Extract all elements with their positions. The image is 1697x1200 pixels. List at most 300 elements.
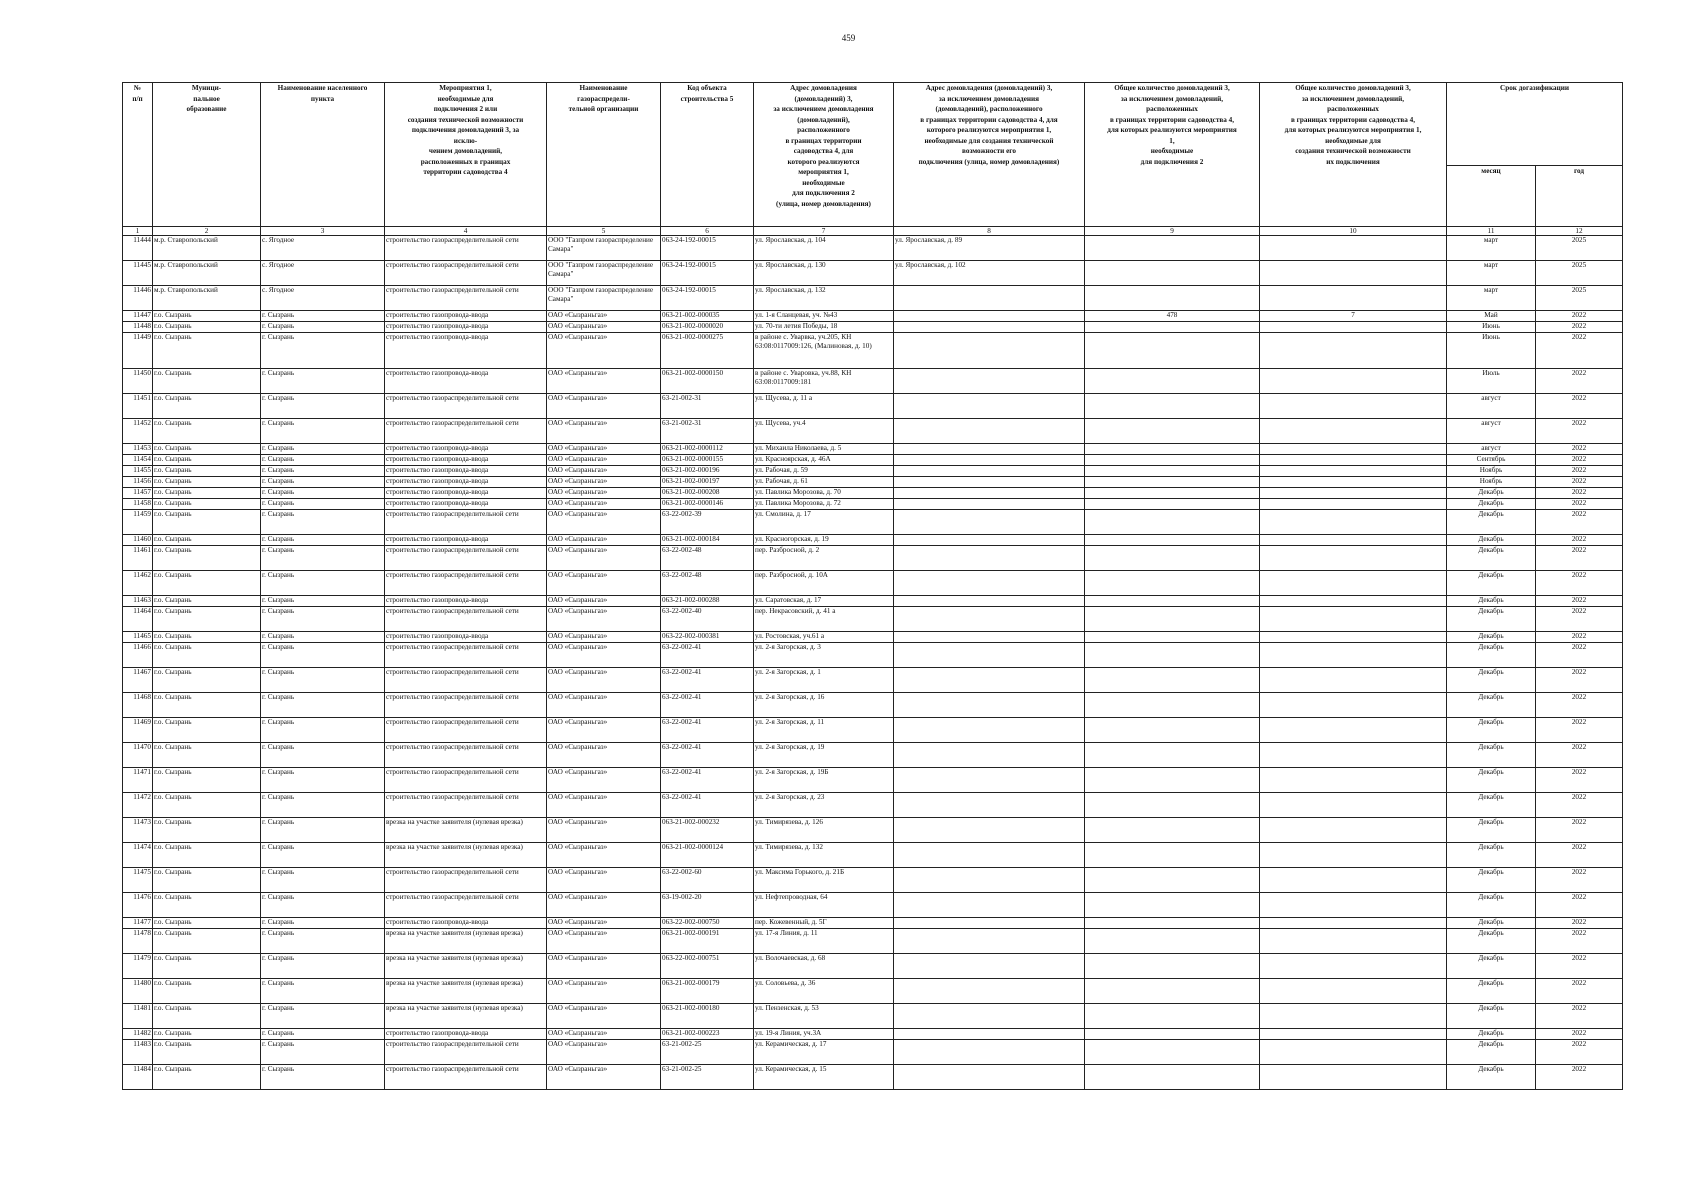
- cell-organization: ОАО «Сызраньгаз»: [547, 818, 661, 843]
- cell-number: 11469: [123, 718, 153, 743]
- cell-number: 11476: [123, 893, 153, 918]
- cell-object-code: 063-21-002-0000112: [661, 444, 754, 455]
- cell-organization: ОАО «Сызраньгаз»: [547, 546, 661, 571]
- cell-address-capability: [894, 394, 1085, 419]
- cell-address-capability: [894, 668, 1085, 693]
- header-count-connection-text: Общее количество домовладений 3, за исключением домовладений, расположенных в границах территории садоводства 4, для которых реализуются мероприятия 1, необходимые для подключения 2: [1107, 84, 1237, 166]
- cell-month: Декабрь: [1447, 571, 1536, 596]
- cell-count-connection: [1085, 893, 1260, 918]
- cell-month: Декабрь: [1447, 929, 1536, 954]
- cell-count-capability: [1260, 632, 1447, 643]
- cell-year: 2022: [1536, 322, 1623, 333]
- cell-count-capability: [1260, 477, 1447, 488]
- cell-municipality: м.р. Ставропольский: [153, 261, 261, 286]
- cell-number: 11452: [123, 419, 153, 444]
- cell-count-capability: [1260, 488, 1447, 499]
- cell-organization: ООО "Газпром газораспределение Самара": [547, 236, 661, 261]
- cell-year: 2022: [1536, 643, 1623, 668]
- cell-organization: ОАО «Сызраньгаз»: [547, 455, 661, 466]
- cell-number: 11463: [123, 596, 153, 607]
- cell-month: Июль: [1447, 369, 1536, 394]
- table-row: [123, 979, 1623, 1004]
- cell-count-capability: [1260, 693, 1447, 718]
- cell-organization: ОАО «Сызраньгаз»: [547, 979, 661, 1004]
- cell-address-capability: [894, 632, 1085, 643]
- cell-settlement: г. Сызрань: [261, 510, 385, 535]
- cell-organization: ОАО «Сызраньгаз»: [547, 488, 661, 499]
- cell-count-connection: [1085, 718, 1260, 743]
- cell-settlement: г. Сызрань: [261, 311, 385, 322]
- cell-address-connection: ул. 19-я Линия, уч.3А: [754, 1029, 894, 1040]
- cell-number: 11461: [123, 546, 153, 571]
- cell-object-code: 063-21-002-000196: [661, 466, 754, 477]
- cell-year: 2022: [1536, 793, 1623, 818]
- cell-month: март: [1447, 261, 1536, 286]
- cell-object-code: 63-22-002-60: [661, 868, 754, 893]
- cell-organization: ОАО «Сызраньгаз»: [547, 843, 661, 868]
- header-count-capability: [1260, 83, 1447, 227]
- cell-settlement: г. Сызрань: [261, 535, 385, 546]
- table-row: [123, 466, 1623, 477]
- cell-address-connection: ул. Тимирязева, д. 132: [754, 843, 894, 868]
- table-row: [123, 929, 1623, 954]
- header-count-connection: [1085, 83, 1260, 227]
- cell-count-connection: [1085, 546, 1260, 571]
- cell-address-connection: ул. Павлика Морозова, д. 72: [754, 499, 894, 510]
- cell-measure: строительство газораспределительной сети: [385, 571, 547, 596]
- cell-count-connection: [1085, 868, 1260, 893]
- cell-measure: строительство газопровода-ввода: [385, 918, 547, 929]
- cell-number: 11482: [123, 1029, 153, 1040]
- cell-count-connection: [1085, 1040, 1260, 1065]
- cell-settlement: г. Сызрань: [261, 868, 385, 893]
- cell-count-capability: [1260, 643, 1447, 668]
- cell-object-code: 063-22-002-000381: [661, 632, 754, 643]
- table-row: [123, 596, 1623, 607]
- cell-month: Июнь: [1447, 333, 1536, 369]
- cell-organization: ОАО «Сызраньгаз»: [547, 322, 661, 333]
- cell-object-code: 063-21-002-0000275: [661, 333, 754, 369]
- cell-settlement: г. Сызрань: [261, 979, 385, 1004]
- cell-number: 11460: [123, 535, 153, 546]
- cell-object-code: 063-22-002-000751: [661, 954, 754, 979]
- cell-address-connection: ул. 2-я Загорская, д. 23: [754, 793, 894, 818]
- cell-address-connection: ул. Тимирязева, д. 126: [754, 818, 894, 843]
- table-row: [123, 868, 1623, 893]
- cell-municipality: г.о. Сызрань: [153, 444, 261, 455]
- cell-year: 2022: [1536, 466, 1623, 477]
- cell-address-connection: ул. Щусева, д. 11 а: [754, 394, 894, 419]
- cell-measure: строительство газораспределительной сети: [385, 718, 547, 743]
- cell-measure: строительство газопровода-ввода: [385, 333, 547, 369]
- cell-number: 11467: [123, 668, 153, 693]
- cell-address-capability: [894, 693, 1085, 718]
- cell-address-capability: [894, 643, 1085, 668]
- cell-settlement: г. Сызрань: [261, 668, 385, 693]
- cell-municipality: г.о. Сызрань: [153, 643, 261, 668]
- col-number: 6: [661, 227, 754, 236]
- cell-organization: ОАО «Сызраньгаз»: [547, 419, 661, 444]
- cell-measure: строительство газораспределительной сети: [385, 693, 547, 718]
- cell-address-connection: в районе с. Уварвка, уч.205, КН 63:08:0117009:126, (Малиновая, д. 10): [754, 333, 894, 369]
- cell-year: 2022: [1536, 510, 1623, 535]
- cell-year: 2022: [1536, 929, 1623, 954]
- cell-object-code: 063-21-002-0000155: [661, 455, 754, 466]
- cell-municipality: м.р. Ставропольский: [153, 286, 261, 311]
- cell-count-connection: [1085, 369, 1260, 394]
- cell-object-code: 063-21-002-000184: [661, 535, 754, 546]
- cell-number: 11451: [123, 394, 153, 419]
- cell-number: 11453: [123, 444, 153, 455]
- page-number: 459: [841, 33, 856, 43]
- cell-month: Декабрь: [1447, 843, 1536, 868]
- cell-number: 11472: [123, 793, 153, 818]
- cell-address-connection: ул. Рабочая, д. 59: [754, 466, 894, 477]
- cell-municipality: г.о. Сызрань: [153, 668, 261, 693]
- cell-organization: ОАО «Сызраньгаз»: [547, 718, 661, 743]
- cell-number: 11455: [123, 466, 153, 477]
- cell-count-connection: [1085, 596, 1260, 607]
- cell-year: 2022: [1536, 369, 1623, 394]
- cell-organization: ОАО «Сызраньгаз»: [547, 954, 661, 979]
- cell-year: 2022: [1536, 743, 1623, 768]
- table-row: [123, 693, 1623, 718]
- cell-municipality: г.о. Сызрань: [153, 535, 261, 546]
- cell-municipality: г.о. Сызрань: [153, 868, 261, 893]
- cell-number: 11457: [123, 488, 153, 499]
- cell-organization: ОАО «Сызраньгаз»: [547, 369, 661, 394]
- header-number-text: № п/п: [132, 84, 143, 103]
- cell-count-capability: [1260, 818, 1447, 843]
- cell-month: Декабрь: [1447, 893, 1536, 918]
- cell-number: 11480: [123, 979, 153, 1004]
- cell-measure: строительство газораспределительной сети: [385, 510, 547, 535]
- cell-count-capability: [1260, 322, 1447, 333]
- table-row: [123, 322, 1623, 333]
- header-address-capability: [894, 83, 1085, 227]
- cell-address-connection: в районе с. Уваровка, уч.88, КН 63:08:0117009:181: [754, 369, 894, 394]
- cell-measure: строительство газораспределительной сети: [385, 236, 547, 261]
- cell-year: 2022: [1536, 979, 1623, 1004]
- cell-address-connection: ул. Ярославская, д. 130: [754, 261, 894, 286]
- cell-organization: ОАО «Сызраньгаз»: [547, 477, 661, 488]
- cell-settlement: г. Сызрань: [261, 718, 385, 743]
- cell-number: 11447: [123, 311, 153, 322]
- cell-number: 11477: [123, 918, 153, 929]
- cell-settlement: г. Сызрань: [261, 693, 385, 718]
- cell-count-capability: [1260, 768, 1447, 793]
- cell-count-connection: [1085, 466, 1260, 477]
- table-row: [123, 768, 1623, 793]
- table-row: [123, 419, 1623, 444]
- cell-number: 11468: [123, 693, 153, 718]
- cell-measure: строительство газораспределительной сети: [385, 546, 547, 571]
- cell-count-connection: [1085, 261, 1260, 286]
- cell-count-capability: [1260, 333, 1447, 369]
- cell-settlement: с. Ягодное: [261, 286, 385, 311]
- cell-address-connection: ул. Соловьева, д. 36: [754, 979, 894, 1004]
- cell-municipality: г.о. Сызрань: [153, 1029, 261, 1040]
- cell-municipality: г.о. Сызрань: [153, 954, 261, 979]
- cell-measure: строительство газопровода-ввода: [385, 477, 547, 488]
- table-row: [123, 286, 1623, 311]
- cell-year: 2022: [1536, 668, 1623, 693]
- cell-count-capability: [1260, 1065, 1447, 1090]
- cell-address-capability: [894, 286, 1085, 311]
- cell-address-capability: ул. Ярославская, д. 102: [894, 261, 1085, 286]
- cell-organization: ОАО «Сызраньгаз»: [547, 1040, 661, 1065]
- cell-count-connection: [1085, 477, 1260, 488]
- cell-organization: ОАО «Сызраньгаз»: [547, 768, 661, 793]
- col-number: 3: [261, 227, 385, 236]
- cell-municipality: г.о. Сызрань: [153, 311, 261, 322]
- cell-organization: ОАО «Сызраньгаз»: [547, 571, 661, 596]
- cell-address-capability: [894, 455, 1085, 466]
- cell-number: 11448: [123, 322, 153, 333]
- cell-year: 2022: [1536, 843, 1623, 868]
- cell-municipality: г.о. Сызрань: [153, 918, 261, 929]
- cell-month: Декабрь: [1447, 1029, 1536, 1040]
- col-number: 8: [894, 227, 1085, 236]
- cell-object-code: 63-22-002-41: [661, 743, 754, 768]
- cell-object-code: 063-24-192-00015: [661, 261, 754, 286]
- cell-municipality: г.о. Сызрань: [153, 979, 261, 1004]
- cell-settlement: г. Сызрань: [261, 843, 385, 868]
- cell-measure: строительство газораспределительной сети: [385, 1040, 547, 1065]
- cell-count-capability: [1260, 1029, 1447, 1040]
- cell-month: Декабрь: [1447, 793, 1536, 818]
- cell-measure: строительство газопровода-ввода: [385, 1029, 547, 1040]
- cell-municipality: м.р. Ставропольский: [153, 236, 261, 261]
- cell-month: март: [1447, 236, 1536, 261]
- cell-count-connection: [1085, 419, 1260, 444]
- cell-address-capability: [894, 571, 1085, 596]
- cell-count-capability: [1260, 1040, 1447, 1065]
- cell-number: 11466: [123, 643, 153, 668]
- cell-count-capability: [1260, 444, 1447, 455]
- cell-address-capability: [894, 1029, 1085, 1040]
- cell-municipality: г.о. Сызрань: [153, 499, 261, 510]
- cell-month: август: [1447, 419, 1536, 444]
- cell-year: 2022: [1536, 455, 1623, 466]
- cell-year: 2022: [1536, 419, 1623, 444]
- cell-measure: врезка на участке заявителя (нулевая врезка): [385, 954, 547, 979]
- cell-organization: ОАО «Сызраньгаз»: [547, 596, 661, 607]
- cell-number: 11475: [123, 868, 153, 893]
- cell-settlement: г. Сызрань: [261, 333, 385, 369]
- cell-municipality: г.о. Сызрань: [153, 718, 261, 743]
- cell-municipality: г.о. Сызрань: [153, 793, 261, 818]
- cell-year: 2022: [1536, 718, 1623, 743]
- cell-municipality: г.о. Сызрань: [153, 893, 261, 918]
- cell-object-code: 63-22-002-41: [661, 668, 754, 693]
- cell-month: Декабрь: [1447, 632, 1536, 643]
- cell-count-connection: [1085, 286, 1260, 311]
- cell-measure: врезка на участке заявителя (нулевая врезка): [385, 1004, 547, 1029]
- cell-measure: врезка на участке заявителя (нулевая врезка): [385, 818, 547, 843]
- cell-year: 2022: [1536, 311, 1623, 322]
- cell-count-capability: [1260, 893, 1447, 918]
- cell-organization: ОАО «Сызраньгаз»: [547, 1029, 661, 1040]
- cell-count-connection: [1085, 918, 1260, 929]
- cell-measure: строительство газораспределительной сети: [385, 868, 547, 893]
- cell-year: 2022: [1536, 693, 1623, 718]
- cell-object-code: 63-22-002-41: [661, 718, 754, 743]
- cell-month: Декабрь: [1447, 768, 1536, 793]
- table-row: [123, 488, 1623, 499]
- cell-organization: ОАО «Сызраньгаз»: [547, 510, 661, 535]
- cell-count-connection: [1085, 818, 1260, 843]
- table-row: [123, 818, 1623, 843]
- cell-measure: строительство газораспределительной сети: [385, 743, 547, 768]
- cell-settlement: г. Сызрань: [261, 893, 385, 918]
- cell-month: Декабрь: [1447, 954, 1536, 979]
- cell-municipality: г.о. Сызрань: [153, 322, 261, 333]
- cell-settlement: г. Сызрань: [261, 632, 385, 643]
- cell-year: 2022: [1536, 488, 1623, 499]
- cell-year: 2025: [1536, 236, 1623, 261]
- cell-measure: строительство газораспределительной сети: [385, 793, 547, 818]
- cell-year: 2022: [1536, 499, 1623, 510]
- cell-object-code: 063-24-192-00015: [661, 236, 754, 261]
- cell-address-capability: [894, 843, 1085, 868]
- cell-address-connection: ул. 2-я Загорская, д. 19Б: [754, 768, 894, 793]
- cell-address-capability: [894, 918, 1085, 929]
- cell-count-connection: [1085, 322, 1260, 333]
- cell-object-code: 63-19-002-20: [661, 893, 754, 918]
- cell-address-connection: ул. Керамическая, д. 17: [754, 1040, 894, 1065]
- cell-count-capability: [1260, 571, 1447, 596]
- table-row: [123, 607, 1623, 632]
- cell-address-connection: ул. Ярославская, д. 104: [754, 236, 894, 261]
- header-count-capability-text: Общее количество домовладений 3, за исключением домовладений, расположенных в границах территории садоводства 4, для которых реализуются мероприятия 1, необходимые для создания технической возможности их подключения: [1284, 84, 1422, 166]
- cell-month: Декабрь: [1447, 546, 1536, 571]
- cell-year: 2022: [1536, 918, 1623, 929]
- cell-year: 2022: [1536, 1029, 1623, 1040]
- cell-address-capability: [894, 369, 1085, 394]
- cell-address-connection: ул. Михаила Николаева, д. 5: [754, 444, 894, 455]
- col-number: 9: [1085, 227, 1260, 236]
- cell-count-capability: [1260, 369, 1447, 394]
- cell-measure: строительство газораспределительной сети: [385, 394, 547, 419]
- cell-month: Декабрь: [1447, 596, 1536, 607]
- cell-settlement: г. Сызрань: [261, 444, 385, 455]
- cell-settlement: г. Сызрань: [261, 929, 385, 954]
- cell-year: 2022: [1536, 535, 1623, 546]
- cell-organization: ОАО «Сызраньгаз»: [547, 607, 661, 632]
- table-row: [123, 843, 1623, 868]
- cell-year: 2022: [1536, 1004, 1623, 1029]
- cell-address-connection: ул. Рабочая, д. 61: [754, 477, 894, 488]
- cell-address-capability: [894, 868, 1085, 893]
- cell-settlement: г. Сызрань: [261, 322, 385, 333]
- cell-measure: строительство газораспределительной сети: [385, 893, 547, 918]
- header-year: год: [1536, 166, 1623, 227]
- cell-municipality: г.о. Сызрань: [153, 596, 261, 607]
- cell-number: 11458: [123, 499, 153, 510]
- header-month: месяц: [1447, 166, 1536, 227]
- cell-count-capability: [1260, 979, 1447, 1004]
- cell-address-capability: [894, 1065, 1085, 1090]
- table-row: [123, 718, 1623, 743]
- cell-municipality: г.о. Сызрань: [153, 466, 261, 477]
- cell-address-connection: ул. Керамическая, д. 15: [754, 1065, 894, 1090]
- header-municipality: [153, 83, 261, 227]
- cell-measure: строительство газопровода-ввода: [385, 466, 547, 477]
- cell-month: Июнь: [1447, 322, 1536, 333]
- cell-object-code: 063-21-002-000208: [661, 488, 754, 499]
- cell-settlement: г. Сызрань: [261, 1004, 385, 1029]
- cell-month: август: [1447, 444, 1536, 455]
- cell-month: Сентябрь: [1447, 455, 1536, 466]
- cell-object-code: 063-21-002-000180: [661, 1004, 754, 1029]
- cell-number: 11462: [123, 571, 153, 596]
- cell-address-capability: [894, 893, 1085, 918]
- table-row: [123, 1029, 1623, 1040]
- cell-address-connection: пер. Разбросной, д. 10А: [754, 571, 894, 596]
- cell-count-connection: [1085, 1065, 1260, 1090]
- cell-municipality: г.о. Сызрань: [153, 843, 261, 868]
- cell-month: Декабрь: [1447, 488, 1536, 499]
- cell-municipality: г.о. Сызрань: [153, 546, 261, 571]
- table-row: [123, 261, 1623, 286]
- cell-count-capability: [1260, 419, 1447, 444]
- cell-organization: ОАО «Сызраньгаз»: [547, 918, 661, 929]
- cell-number: 11478: [123, 929, 153, 954]
- cell-object-code: 63-21-002-25: [661, 1065, 754, 1090]
- cell-count-connection: [1085, 333, 1260, 369]
- cell-measure: строительство газопровода-ввода: [385, 444, 547, 455]
- cell-object-code: 063-21-002-000232: [661, 818, 754, 843]
- cell-month: Декабрь: [1447, 643, 1536, 668]
- cell-count-connection: [1085, 510, 1260, 535]
- cell-count-connection: [1085, 571, 1260, 596]
- cell-count-capability: [1260, 607, 1447, 632]
- cell-municipality: г.о. Сызрань: [153, 455, 261, 466]
- col-number: 7: [754, 227, 894, 236]
- cell-count-connection: [1085, 394, 1260, 419]
- cell-address-connection: ул. Ярославская, д. 132: [754, 286, 894, 311]
- cell-municipality: г.о. Сызрань: [153, 571, 261, 596]
- header-measures: [385, 83, 547, 227]
- table-row: [123, 743, 1623, 768]
- cell-year: 2022: [1536, 394, 1623, 419]
- cell-count-capability: [1260, 455, 1447, 466]
- cell-address-capability: [894, 311, 1085, 322]
- cell-object-code: 063-22-002-000750: [661, 918, 754, 929]
- cell-address-capability: [894, 546, 1085, 571]
- cell-organization: ОАО «Сызраньгаз»: [547, 466, 661, 477]
- table-row: [123, 1004, 1623, 1029]
- cell-municipality: г.о. Сызрань: [153, 1040, 261, 1065]
- cell-address-connection: пер. Некрасовский, д. 41 а: [754, 607, 894, 632]
- cell-count-connection: [1085, 643, 1260, 668]
- cell-measure: строительство газопровода-ввода: [385, 322, 547, 333]
- cell-municipality: г.о. Сызрань: [153, 1065, 261, 1090]
- cell-settlement: с. Ягодное: [261, 261, 385, 286]
- col-number: 11: [1447, 227, 1536, 236]
- cell-address-capability: [894, 466, 1085, 477]
- cell-settlement: г. Сызрань: [261, 499, 385, 510]
- table-row: [123, 333, 1623, 369]
- cell-settlement: г. Сызрань: [261, 596, 385, 607]
- cell-municipality: г.о. Сызрань: [153, 510, 261, 535]
- table-row: [123, 510, 1623, 535]
- cell-count-capability: [1260, 466, 1447, 477]
- cell-count-connection: [1085, 768, 1260, 793]
- cell-address-capability: [894, 718, 1085, 743]
- cell-number: 11446: [123, 286, 153, 311]
